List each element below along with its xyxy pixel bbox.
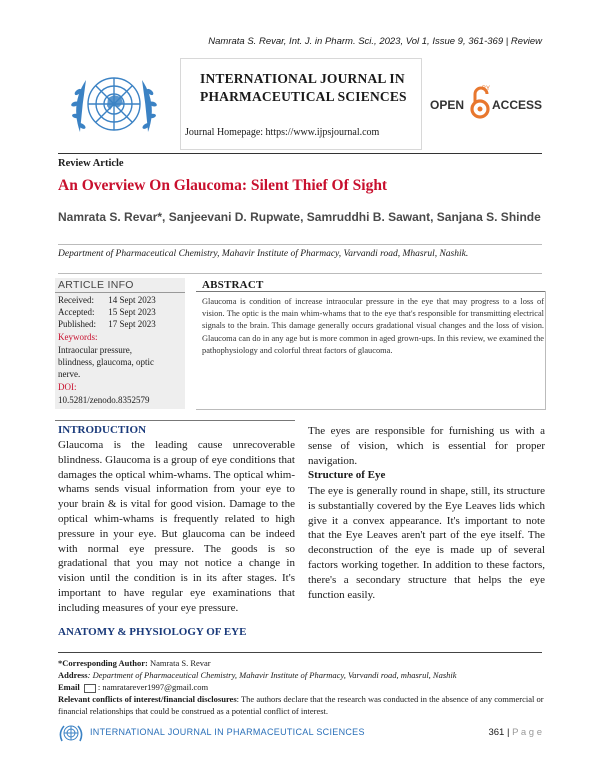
- email-value[interactable]: : namratarever1997@gmail.com: [97, 682, 209, 692]
- open-access-by: BY: [482, 86, 491, 92]
- authors-divider: [58, 244, 542, 245]
- conflicts-line: [58, 693, 548, 717]
- column-top-rule: [55, 420, 295, 421]
- header-divider: [58, 153, 542, 154]
- page-word: P a g e: [512, 727, 542, 738]
- structure-heading: Structure of Eye: [308, 469, 386, 481]
- conflicts-label: Relevant conflicts of interest/financial disclosures: [58, 694, 237, 704]
- keywords-line-2: blindness, glaucoma, optic: [58, 357, 154, 367]
- abstract-text: Glaucoma is condition of increase intraocular pressure in the eye that may progress to a loss of vision. The optic is the main whim-whams that to the eye that's responsible for transmitting electrical signals to the brain. This damage generally occurs gradational visual changes and the loss of vision. Glaucoma can do in any age but is more common in aged grown-ups. In this review, we examined the pathophysiology and colorful threat factors of glaucoma.: [202, 297, 544, 355]
- anatomy-heading: ANATOMY & PHYSIOLOGY OF EYE: [58, 626, 247, 638]
- footer-logo: [58, 722, 84, 749]
- doi-value[interactable]: 10.5281/zenodo.8352579: [58, 395, 150, 405]
- accepted-label: Accepted:: [58, 307, 95, 317]
- journal-homepage[interactable]: Journal Homepage: https://www.ijpsjournal.com: [185, 127, 380, 138]
- address-label: Address: [58, 670, 88, 680]
- footer-globe-icon: [58, 722, 84, 744]
- accepted-date: 15 Sept 2023: [108, 307, 156, 317]
- open-access-access: ACCESS: [492, 98, 543, 112]
- dept-divider: [58, 273, 542, 274]
- address-value: : Department of Pharmaceutical Chemistry, Mahavir Institute of Pharmacy, Varvandi road, mhasrul, Nashik: [87, 670, 457, 680]
- received-row: [58, 295, 156, 305]
- page-number: 361 | P a g e: [488, 727, 542, 738]
- introduction-heading: INTRODUCTION: [58, 424, 147, 436]
- accepted-row: [58, 307, 156, 317]
- published-row: [58, 319, 156, 329]
- footer-journal-name: INTERNATIONAL JOURNAL IN PHARMACEUTICAL SCIENCES: [90, 727, 365, 737]
- published-label: Published:: [58, 319, 97, 329]
- keywords-line-3: nerve.: [58, 369, 81, 379]
- authors: Namrata S. Revar*, Sanjeevani D. Rupwate, Samruddhi B. Sawant, Sanjana S. Shinde: [58, 210, 541, 224]
- globe-laurel-icon: [58, 62, 170, 150]
- article-info-divider: [55, 292, 185, 293]
- open-access-open: OPEN: [430, 98, 465, 112]
- footnotes: [58, 657, 548, 717]
- structure-text: The eye is generally round in shape, still, its structure is substantially covered by the Eye Leaves lids which give it a convex appearance. It's important to note that the Eye Leaves aren't part of the eye itself. The deconstruction of the eye is made up of several factors working together. In addition to these factors, there's a secondary structure that helps the eye function easily.: [308, 485, 545, 601]
- journal-title: INTERNATIONAL JOURNAL IN PHARMACEUTICAL SCIENCES: [200, 71, 407, 104]
- article-info-heading: ARTICLE INFO: [58, 279, 134, 291]
- department: Department of Pharmaceutical Chemistry, Mahavir Institute of Pharmacy, Varvandi road, Mhasrul, Nashik.: [58, 249, 469, 259]
- email-line: [58, 681, 548, 693]
- article-title: An Overview On Glaucoma: Silent Thief Of Sight: [58, 177, 388, 194]
- running-header: Namrata S. Revar, Int. J. in Pharm. Sci., 2023, Vol 1, Issue 9, 361-369 | Review: [208, 36, 542, 47]
- open-access-badge: [430, 86, 546, 126]
- keywords-line-1: Intraocular pressure,: [58, 345, 132, 355]
- footnote-divider: [58, 652, 542, 653]
- corresponding-author-name: Namrata S. Revar: [149, 658, 211, 668]
- keywords-label: Keywords:: [58, 332, 98, 342]
- article-type: Review Article: [58, 158, 124, 169]
- received-label: Received:: [58, 295, 94, 305]
- journal-logo: [58, 62, 170, 150]
- published-date: 17 Sept 2023: [108, 319, 156, 329]
- doi-label: DOI:: [58, 382, 77, 392]
- email-label: Email: [58, 682, 80, 692]
- received-date: 14 Sept 2023: [108, 295, 156, 305]
- introduction-text: Glaucoma is the leading cause unrecoverable blindness. Glaucoma is a group of eye conditions that damages the optical whim-whams. The optical whim-whams sends visual information from your eye to your brain & is vital for good vision. Damage to the optical whim-whams is frequently related to high pressure in your eye. But glaucoma can be indeed with normal eye pressure. The goods is so gradational that you may not notice a change in vision until the condition is in its after stages. It's important to have regular eye examinations that including measures of your eye pressure.: [58, 439, 295, 614]
- envelope-icon: [84, 684, 96, 693]
- eyes-paragraph: The eyes are responsible for furnishing us with a sense of vision, which is essential for proper navigation.: [308, 425, 545, 467]
- corresponding-author-line: [58, 657, 548, 669]
- corresponding-author-label: *Corresponding Author:: [58, 658, 148, 668]
- address-line: [58, 669, 548, 681]
- conflicts-value: : The authors declare that the research was conducted in the absence of any commercial or financial relationships that could be construed as a potential conflict of interest.: [58, 694, 544, 716]
- abstract-heading: ABSTRACT: [202, 279, 264, 291]
- page-number-value: 361: [488, 727, 505, 738]
